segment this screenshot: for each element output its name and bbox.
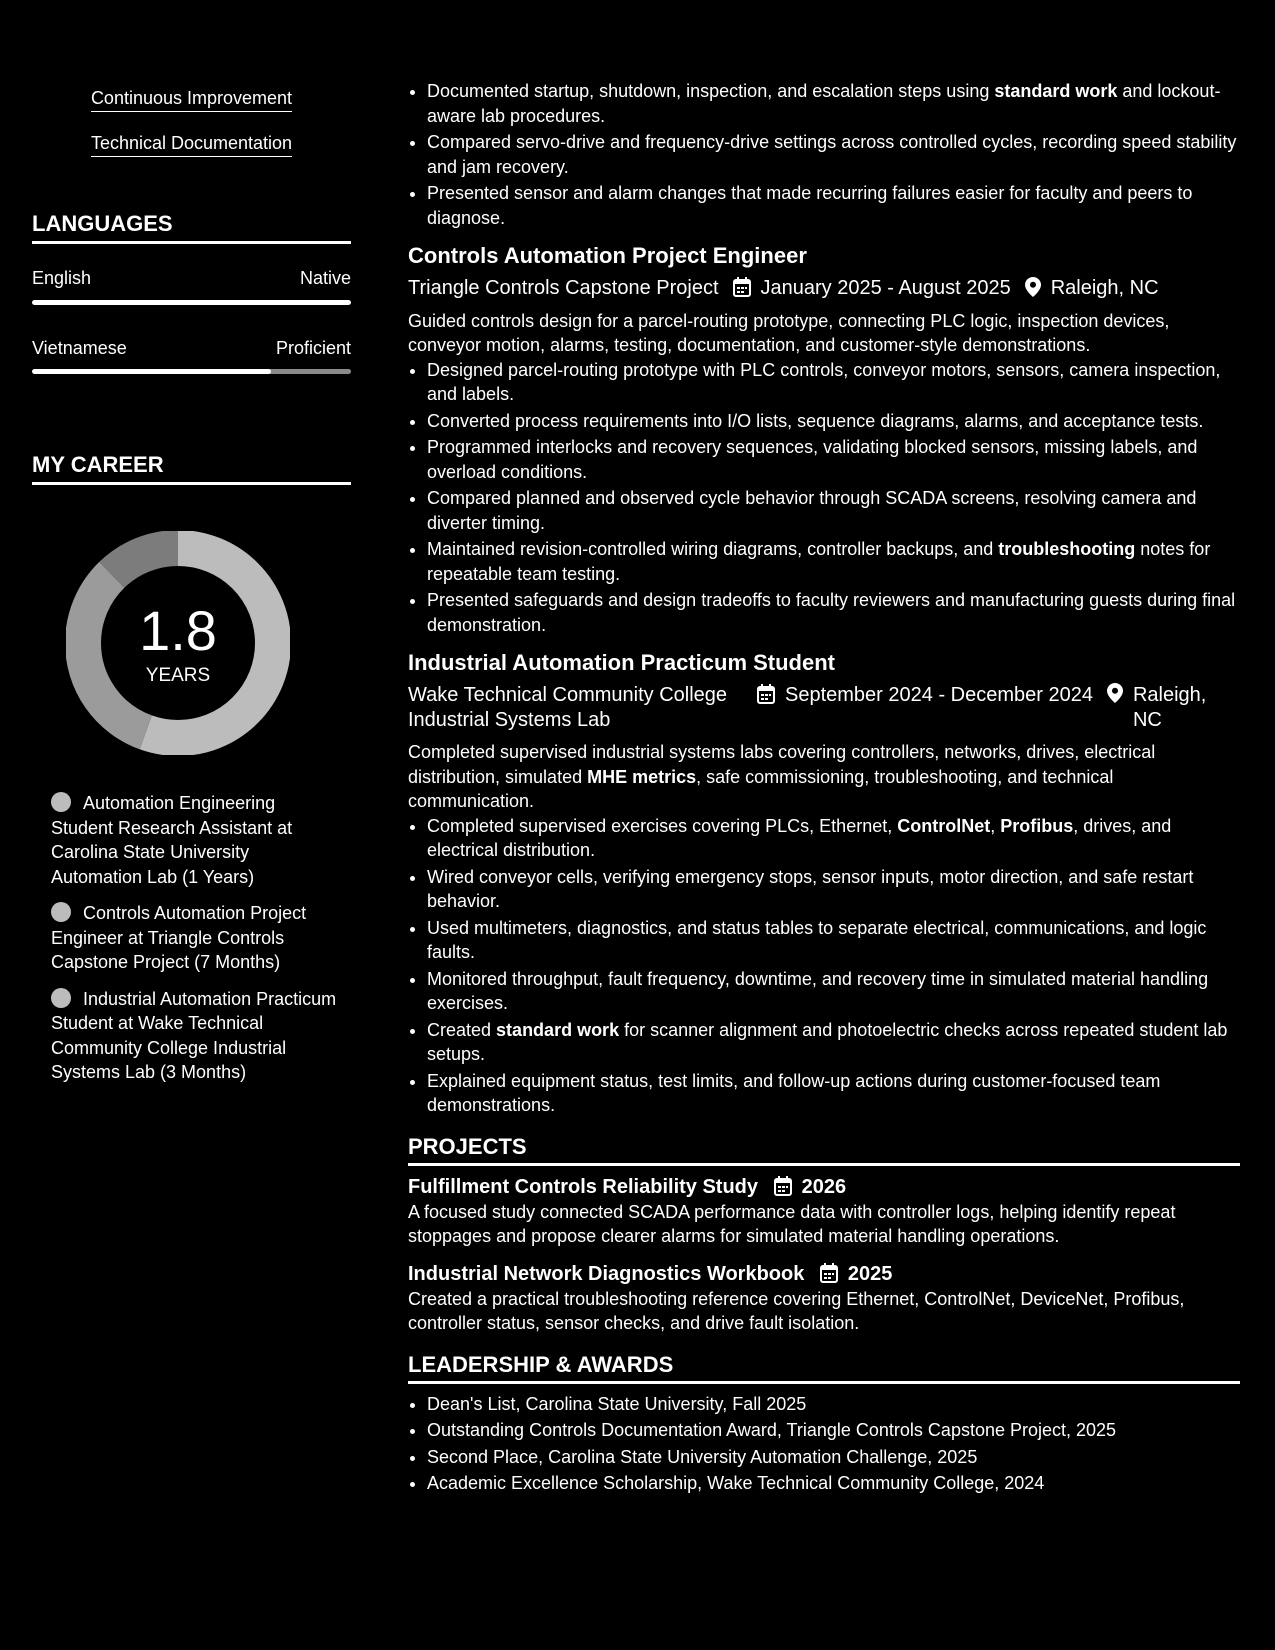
language-bar bbox=[32, 300, 351, 305]
award-item: • Second Place, Carolina State University Automation Challenge, 2025 bbox=[427, 1445, 1240, 1470]
skill-label: Technical Documentation bbox=[91, 133, 292, 157]
previous-job-bullets bbox=[408, 79, 1240, 230]
job-location-wrap bbox=[1107, 683, 1217, 732]
project-description: A focused study connected SCADA performance data with controller logs, helping identify repeat stoppages and propose clearer alarms for simulated material handling operations. bbox=[408, 1201, 1176, 1246]
job-description-text: Completed supervised industrial systems labs covering controllers, networks, drives, electrical distribution, simulated bbox=[408, 742, 1156, 787]
bullet-text: Documented startup, shutdown, inspection, and escalation steps using bbox=[427, 81, 995, 101]
project-title: Fulfillment Controls Reliability Study bbox=[408, 1175, 759, 1198]
bullet-keyword: troubleshooting bbox=[998, 539, 1136, 559]
bullet-item bbox=[427, 130, 1240, 179]
language-name: Vietnamese bbox=[32, 338, 127, 358]
calendar-icon bbox=[774, 1176, 792, 1196]
bullet-text: Wired conveyor cells, verifying emergency stops, sensor inputs, motor direction, and safe restart behavior. bbox=[427, 866, 1194, 911]
bullet-text: Explained equipment status, test limits, and follow-up actions during customer-focused team demonstrations. bbox=[427, 1070, 1161, 1115]
job-location: Raleigh, NC bbox=[1132, 684, 1207, 731]
project-title-row bbox=[408, 1261, 1240, 1287]
bullet-text: , bbox=[990, 815, 1001, 836]
career-item-text: Controls Automation Project Engineer at Triangle Controls Capstone Project (7 Months) bbox=[51, 903, 307, 972]
career-dot bbox=[51, 988, 71, 1008]
calendar-icon bbox=[733, 277, 751, 297]
job-description-keyword: MHE metrics bbox=[587, 766, 697, 787]
skill-item bbox=[32, 88, 351, 112]
bullet-item bbox=[427, 865, 1240, 914]
bullet-item bbox=[427, 916, 1240, 965]
bullet-item bbox=[427, 486, 1240, 535]
job-title: Industrial Automation Practicum Student bbox=[408, 650, 835, 675]
language-bar-fill bbox=[32, 369, 271, 374]
award-item: • Outstanding Controls Documentation Award, Triangle Controls Capstone Project, 2025 bbox=[427, 1418, 1240, 1443]
job-description bbox=[408, 740, 1240, 814]
language-bar bbox=[32, 369, 351, 374]
bullet-text: Converted process requirements into I/O lists, sequence diagrams, alarms, and acceptance tests. bbox=[427, 410, 1204, 431]
bullet-item bbox=[427, 181, 1240, 230]
career-item bbox=[51, 987, 341, 1085]
bullet-keyword: standard work bbox=[994, 81, 1118, 101]
awards-heading: LEADERSHIP & AWARDS bbox=[408, 1352, 1240, 1384]
awards-list bbox=[408, 1392, 1240, 1496]
career-total-years: 1.8 bbox=[139, 599, 217, 662]
location-pin-icon bbox=[1025, 277, 1041, 297]
job-dates: January 2025 - August 2025 bbox=[760, 277, 1011, 299]
project-title-row bbox=[408, 1174, 1240, 1200]
job-meta bbox=[408, 683, 1240, 732]
bullet-text: Designed parcel-routing prototype with PLC controls, conveyor motors, sensors, camera inspection, and labels. bbox=[427, 359, 1221, 404]
bullet-text: Programmed interlocks and recovery sequences, validating blocked sensors, missing labels, and overload conditions. bbox=[427, 437, 1198, 482]
career-list bbox=[51, 791, 341, 1097]
bullet-item bbox=[427, 409, 1240, 434]
career-item bbox=[51, 901, 341, 975]
language-row bbox=[32, 268, 351, 289]
bullet-text: Presented safeguards and design tradeoffs to faculty reviewers and manufacturing guests during final demonstration. bbox=[427, 590, 1236, 635]
language-bar-fill bbox=[32, 300, 351, 305]
job-company: Triangle Controls Capstone Project bbox=[408, 277, 719, 299]
projects-heading: PROJECTS bbox=[408, 1134, 1240, 1166]
job-bullets bbox=[408, 814, 1240, 1118]
career-dot bbox=[51, 902, 71, 922]
project-year: 2026 bbox=[801, 1175, 847, 1198]
job-bullets bbox=[408, 358, 1240, 638]
career-item bbox=[51, 791, 341, 889]
job-dates: September 2024 - December 2024 bbox=[785, 684, 1093, 706]
project-title: Industrial Network Diagnostics Workbook bbox=[408, 1262, 805, 1285]
career-item-text: Industrial Automation Practicum Student at Wake Technical Community College Industrial Systems Lab (3 Months) bbox=[51, 988, 337, 1082]
job-description-text: Guided controls design for a parcel-routing prototype, connecting PLC logic, inspection devices, conveyor motion, alarms, testing, documentation, and customer-style demonstrations. bbox=[408, 310, 1170, 355]
bullet-text: Maintained revision-controlled wiring diagrams, controller backups, and bbox=[427, 539, 999, 559]
location-pin-icon bbox=[1107, 683, 1123, 703]
calendar-icon bbox=[820, 1263, 838, 1283]
bullet-keyword: ControlNet bbox=[897, 815, 991, 836]
job-dates-wrap bbox=[757, 683, 1093, 708]
bullet-item bbox=[427, 537, 1240, 586]
job-location-wrap bbox=[1025, 276, 1159, 301]
bullet-text: Compared servo-drive and frequency-drive settings across controlled cycles, recording speed stability and jam recovery. bbox=[427, 132, 1237, 177]
bullet-text: , drives, and electrical distribution. bbox=[427, 815, 1172, 860]
project-year: 2025 bbox=[847, 1262, 893, 1285]
bullet-item bbox=[427, 1069, 1240, 1118]
career-item-text: Automation Engineering Student Research Assistant at Carolina State University Automation Lab (1 Years) bbox=[51, 793, 293, 887]
bullet-keyword: Profibus bbox=[1000, 815, 1074, 836]
language-name: English bbox=[32, 268, 92, 288]
bullet-item bbox=[427, 588, 1240, 637]
bullet-text: Monitored throughput, fault frequency, downtime, and recovery time in simulated material handling exercises. bbox=[427, 968, 1209, 1013]
career-donut-chart bbox=[66, 531, 290, 755]
bullet-text: and lockout-aware lab procedures. bbox=[427, 81, 1221, 126]
job-description bbox=[408, 309, 1240, 358]
job-location: Raleigh, NC bbox=[1050, 277, 1159, 299]
bullet-item bbox=[427, 967, 1240, 1016]
skill-item bbox=[32, 133, 351, 157]
bullet-item bbox=[427, 358, 1240, 407]
main-content bbox=[408, 0, 1240, 1498]
calendar-icon bbox=[757, 684, 775, 704]
language-row bbox=[32, 338, 351, 359]
language-level: Proficient bbox=[275, 338, 351, 358]
job-company: Wake Technical Community College Industrial Systems Lab bbox=[408, 684, 728, 731]
bullet-text: Compared planned and observed cycle behavior through SCADA screens, resolving camera and diverter timing. bbox=[427, 488, 1197, 533]
career-years-label: YEARS bbox=[145, 665, 211, 686]
award-item: • Academic Excellence Scholarship, Wake Technical Community College, 2024 bbox=[427, 1471, 1240, 1496]
bullet-item bbox=[427, 814, 1240, 863]
languages-heading: LANGUAGES bbox=[32, 211, 351, 244]
award-item: • Dean's List, Carolina State University, Fall 2025 bbox=[427, 1392, 1240, 1417]
bullet-text: for scanner alignment and photoelectric checks across repeated student lab setups. bbox=[427, 1019, 1228, 1064]
skill-label: Continuous Improvement bbox=[91, 88, 292, 112]
career-heading: MY CAREER bbox=[32, 452, 351, 485]
project-description: Created a practical troubleshooting reference covering Ethernet, ControlNet, DeviceNet, Profibus, controller status, sensor checks, and drive fault isolation. bbox=[408, 1288, 1185, 1333]
bullet-text: Used multimeters, diagnostics, and status tables to separate electrical, communications, and logic faults. bbox=[427, 917, 1207, 962]
bullet-text: Completed supervised exercises covering PLCs, Ethernet, bbox=[427, 815, 898, 836]
bullet-item bbox=[427, 435, 1240, 484]
career-dot bbox=[51, 792, 71, 812]
bullet-keyword: standard work bbox=[496, 1019, 620, 1040]
language-level: Native bbox=[299, 268, 351, 288]
job-title: Controls Automation Project Engineer bbox=[408, 243, 807, 268]
job-dates-wrap bbox=[733, 276, 1011, 301]
bullet-item bbox=[427, 79, 1240, 128]
bullet-text: notes for repeatable team testing. bbox=[427, 539, 1211, 584]
job-meta bbox=[408, 276, 1240, 301]
bullet-text: Presented sensor and alarm changes that made recurring failures easier for faculty and peers to diagnose. bbox=[427, 183, 1193, 228]
bullet-text: Created bbox=[427, 1019, 497, 1040]
job-description-text: , safe commissioning, troubleshooting, and technical communication. bbox=[408, 766, 1114, 811]
bullet-item bbox=[427, 1018, 1240, 1067]
